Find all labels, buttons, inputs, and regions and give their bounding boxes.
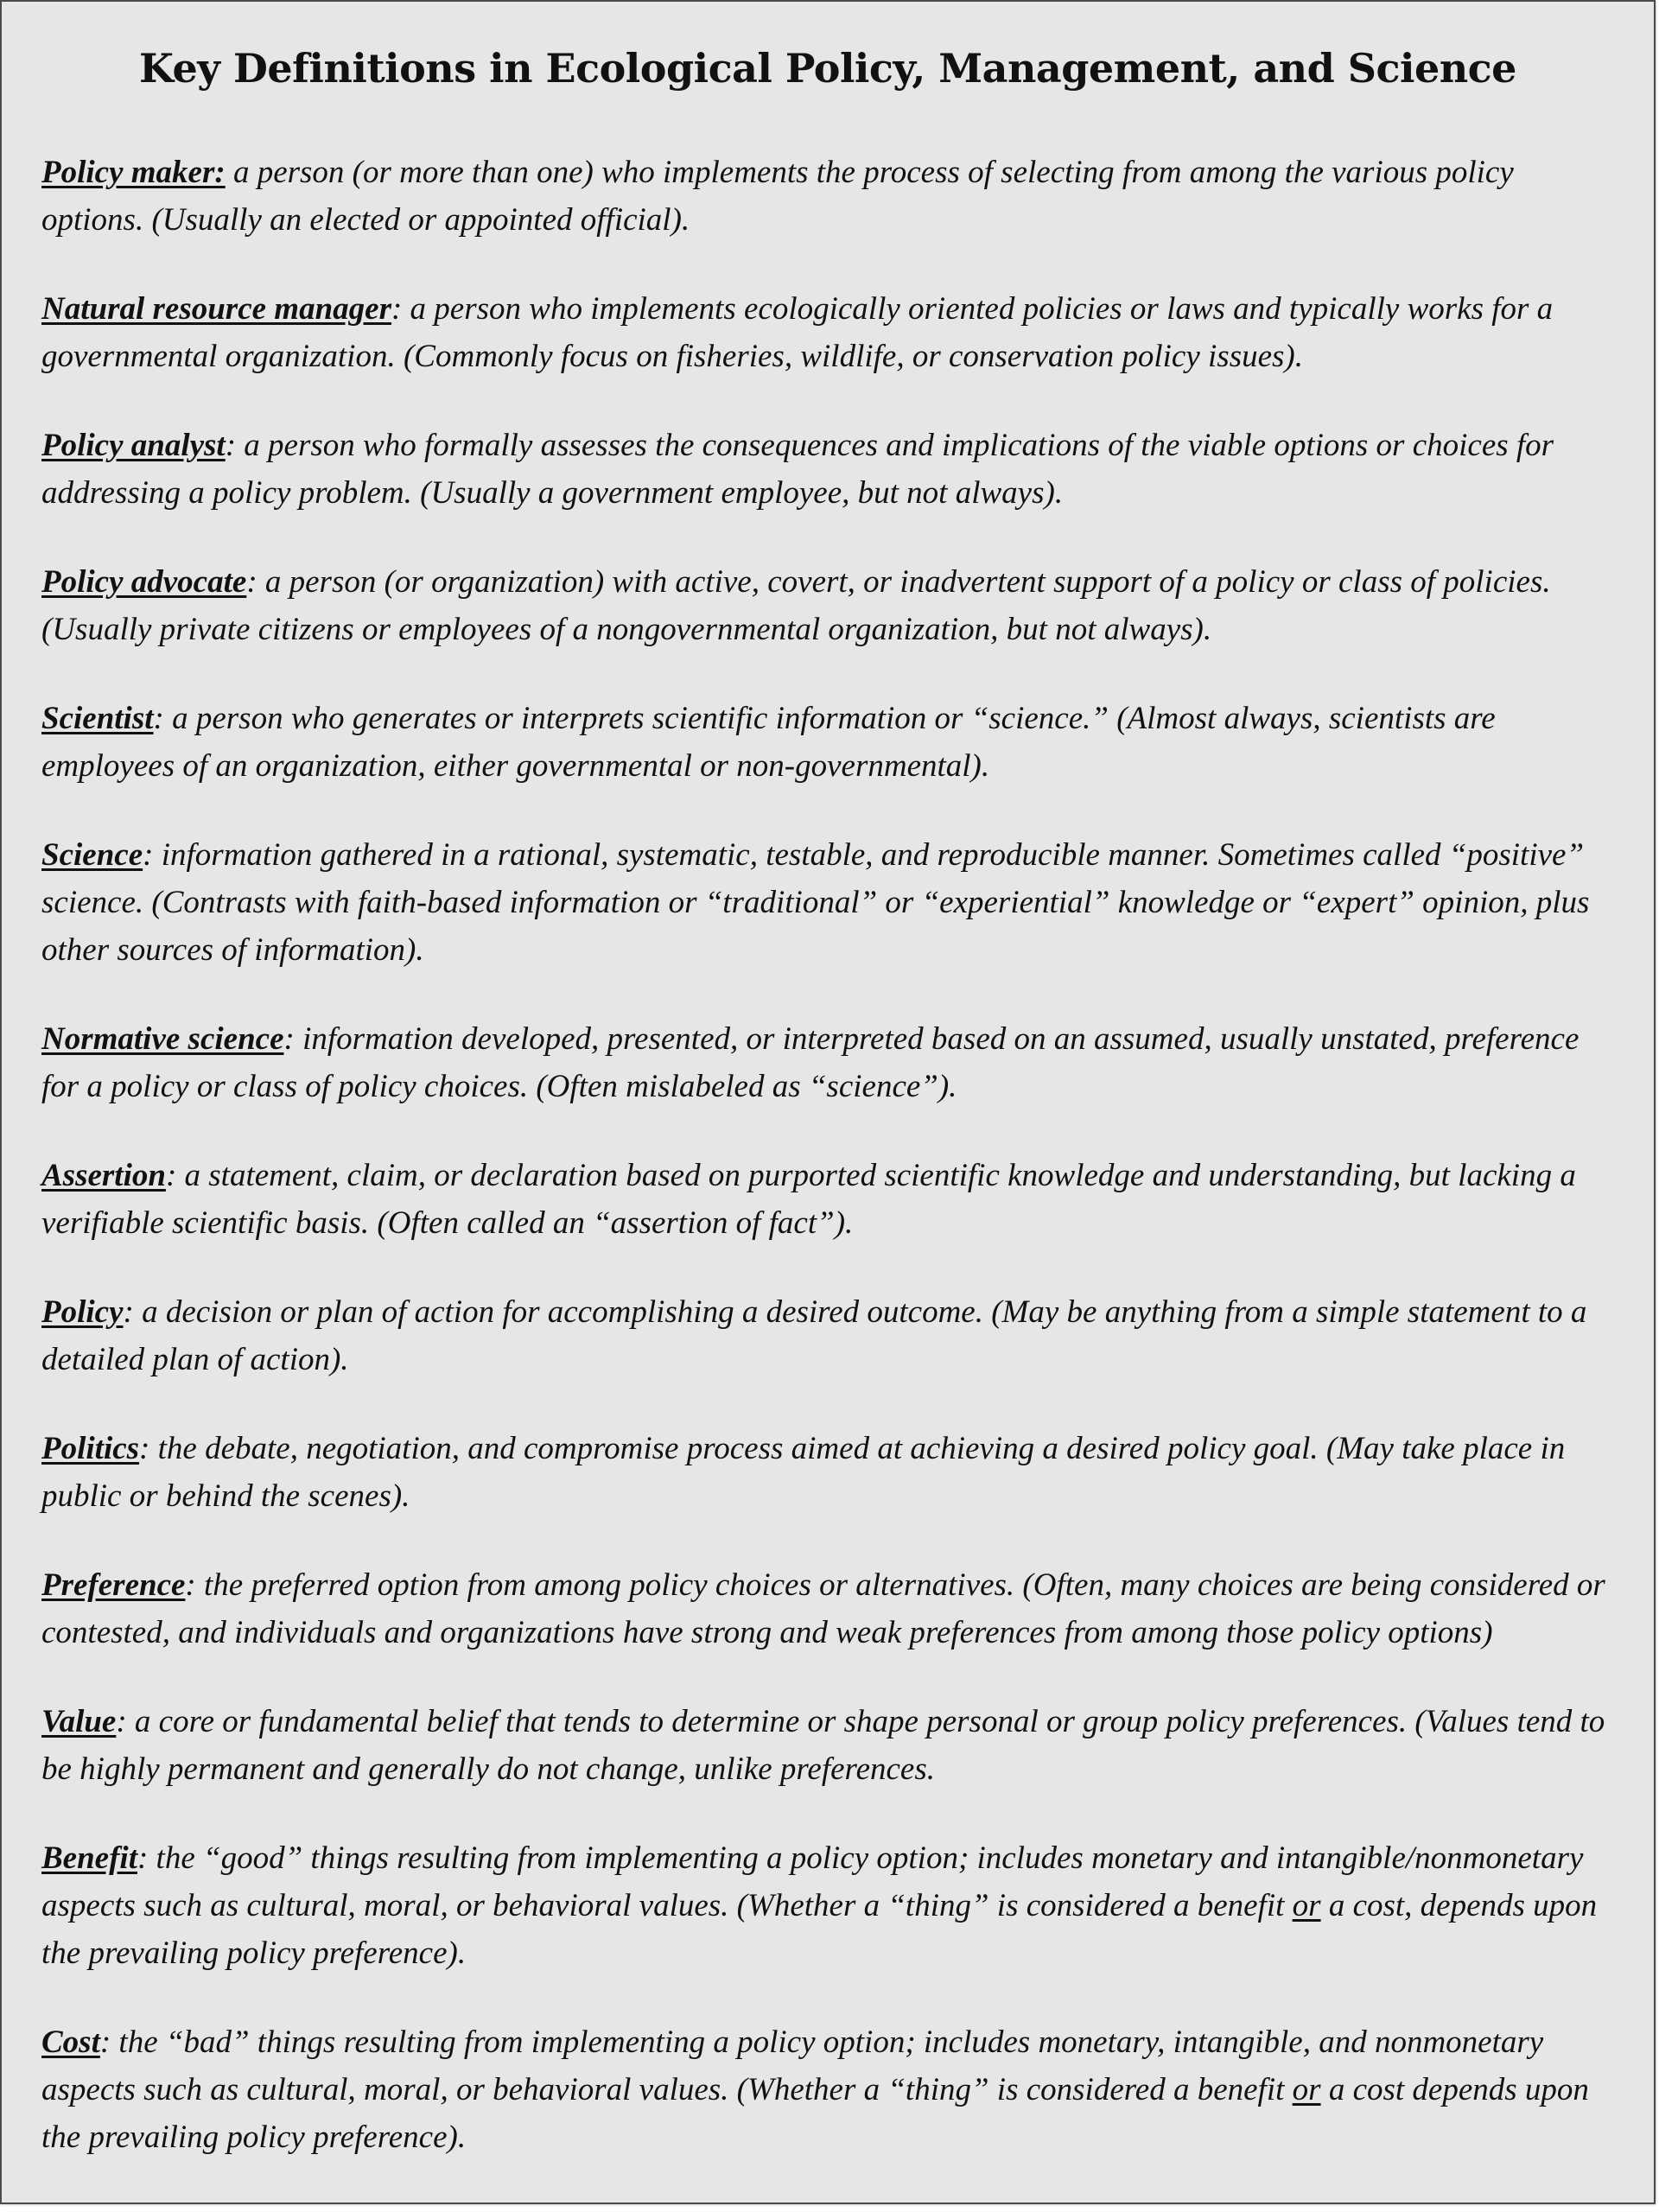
definition-policy (41, 1288, 1623, 1383)
definitions-list (41, 149, 1623, 2202)
definition-scientist (41, 695, 1623, 790)
definition-term: Normative science (41, 1021, 284, 1057)
definition-term: Value (41, 1704, 117, 1739)
definition-term: Assertion (41, 1158, 166, 1193)
definition-normative-science (41, 1015, 1623, 1110)
definition-politics (41, 1425, 1623, 1520)
definition-text: : the “good” things resulting from implementing a policy option; includes monetary and intangible/nonmonetary aspects such as cultural, moral, or behavioral values. (Whether a “thing” is considered a benefit (41, 1840, 1584, 1923)
definition-text: : information developed, presented, or interpreted based on an assumed, usually unstated, preference for a policy or class of policy choices. (Often mislabeled as “science”). (41, 1021, 1580, 1104)
definition-term: Politics (41, 1431, 140, 1466)
definition-policy-analyst (41, 422, 1623, 517)
definition-text-continued: a cost depends upon the prevailing policy preference). (41, 2072, 1589, 2155)
definition-text: : a decision or plan of action for accomplishing a desired outcome. (May be anything from a simple statement to a detailed plan of action). (41, 1294, 1587, 1377)
emphasis-or: or (1292, 2072, 1321, 2107)
definition-preference (41, 1561, 1623, 1656)
definition-text: : a core or fundamental belief that tends to determine or shape personal or group policy preferences. (Values tend to be highly permanent and generally do not change, unlike preferences. (41, 1704, 1605, 1787)
definition-policy-advocate (41, 558, 1623, 653)
definition-term: Natural resource manager (41, 291, 391, 327)
definition-benefit (41, 1834, 1623, 1977)
definition-term: Policy advocate (41, 564, 247, 600)
definition-science (41, 831, 1623, 974)
definition-term: Science (41, 837, 143, 873)
page-title: Key Definitions in Ecological Policy, Management, and Science (139, 45, 1516, 92)
definition-term: Benefit (41, 1840, 137, 1876)
definition-term: Preference (41, 1567, 186, 1603)
definition-assertion (41, 1152, 1623, 1247)
definition-text: : the debate, negotiation, and compromise process aimed at achieving a desired policy goal. (May take place in public or behind the scenes). (41, 1431, 1566, 1514)
definition-text: a person (or more than one) who implements the process of selecting from among the various policy options. (Usually an elected or appointed official). (41, 155, 1514, 238)
definition-term: Scientist (41, 701, 154, 736)
definition-term: Policy analyst (41, 428, 226, 463)
emphasis-or: or (1292, 1888, 1321, 1923)
definition-text: : a person who generates or interprets scientific information or “science.” (Almost always, scientists are employees of an organization, either governmental or non-governmental). (41, 701, 1496, 784)
definition-text: : a statement, claim, or declaration based on purported scientific knowledge and understanding, but lacking a verifiable scientific basis. (Often called an “assertion of fact”). (41, 1158, 1576, 1241)
definition-policy-maker (41, 149, 1623, 244)
definition-term: Policy maker: (41, 155, 226, 190)
definition-text: : a person (or organization) with active, covert, or inadvertent support of a policy or class of policies. (Usually private citizens or employees of a nongovernmental organization, but not always). (41, 564, 1551, 647)
definition-cost (41, 2018, 1623, 2161)
definition-text: : a person who implements ecologically oriented policies or laws and typically works for a governmental organization. (Commonly focus on fisheries, wildlife, or conservation policy issues). (41, 291, 1554, 374)
definition-term: Policy (41, 1294, 124, 1330)
definition-text: : a person who formally assesses the consequences and implications of the viable options or choices for addressing a policy problem. (Usually a government employee, but not always). (41, 428, 1554, 511)
definition-text: : information gathered in a rational, systematic, testable, and reproducible manner. Sometimes called “positive” science. (Contrasts with faith-based information or “traditional” or “experiential” knowledge or “expert” opinion, plus other sources of information). (41, 837, 1590, 968)
definition-text: : the “bad” things resulting from implementing a policy option; includes monetary, intangible, and nonmonetary aspects such as cultural, moral, or behavioral values. (Whether a “thing” is considered a benefit (41, 2024, 1544, 2107)
definition-natural-resource-manager (41, 285, 1623, 380)
definition-value (41, 1698, 1623, 1793)
definition-text: : the preferred option from among policy choices or alternatives. (Often, many choices are being considered or contested, and individuals and organizations have strong and weak preferences from among those policy options) (41, 1567, 1605, 1650)
definition-text-continued: a cost, depends upon the prevailing policy preference). (41, 1888, 1598, 1971)
definition-term: Cost (41, 2024, 100, 2060)
